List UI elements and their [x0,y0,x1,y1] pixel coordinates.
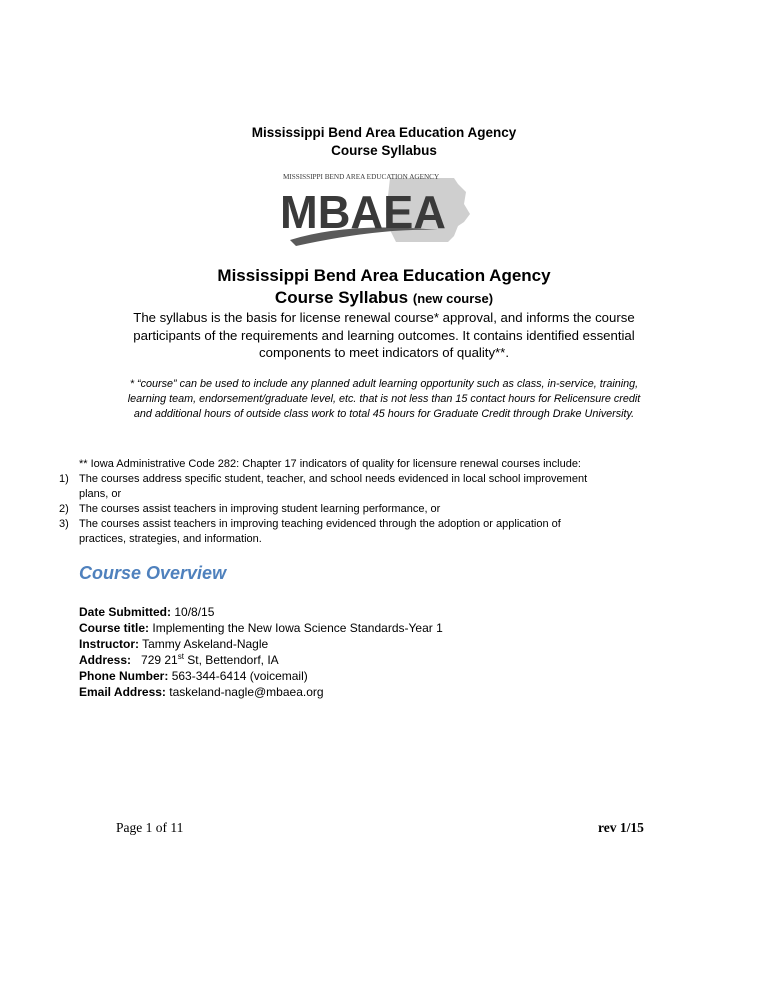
instructor-label: Instructor: [79,637,139,651]
email-row [79,684,443,700]
list-text: The courses address specific student, teacher, and school needs evidenced in local school improvement [79,473,588,485]
phone-row [79,668,443,684]
section-heading-course-overview: Course Overview [79,563,227,583]
course-title-label: Course title: [79,621,150,635]
list-item [0,472,760,502]
intro-paragraph: The syllabus is the basis for license renewal course* approval, and informs the course participants of the requirements and learning outcomes. It contains identified essential components to meet indicators of quality**. [133,310,635,360]
page-title: Mississippi Bend Area Education Agency [217,266,551,285]
header-doc-type: Course Syllabus [331,143,437,158]
title-doc-type: Course Syllabus [274,288,409,307]
page-subtitle [0,288,768,308]
email-value: taskeland-nagle@mbaea.org [169,685,324,699]
list-number: 1) [59,473,69,485]
course-title-row [79,620,443,636]
instructor-value: Tammy Askeland-Nagle [142,637,269,651]
logo-top-text: MISSISSIPPI BEND AREA EDUCATION AGENCY [283,173,440,181]
date-submitted-row [79,604,443,620]
page-number: Page 1 of 11 [116,820,184,835]
address-row [79,652,443,668]
mbaea-logo [278,170,478,252]
list-text: The courses assist teachers in improving teaching evidenced through the adoption or application of [79,518,561,530]
list-item [0,517,760,547]
instructor-row [79,636,443,652]
date-value: 10/8/15 [174,605,215,619]
phone-label: Phone Number: [79,669,169,683]
course-footnote: * “course” can be used to include any planned adult learning opportunity such as class, in-service, training, learning team, endorsement/graduate level, etc. that is not less than 15 contact hours for Relicensure credit and additional hours of outside class work to total 45 hours for Graduate Credit through Drake University. [127,378,641,421]
header-agency: Mississippi Bend Area Education Agency [251,125,517,140]
title-qualifier: (new course) [412,291,494,306]
iac-intro: ** Iowa Administrative Code 282: Chapter 17 indicators of quality for licensure renewal courses include: [79,458,581,470]
list-text: The courses assist teachers in improving student learning performance, or [79,503,441,515]
logo-wordmark: MBAEA [280,186,446,238]
list-number: 3) [59,518,69,530]
address-number: 729 21 [141,653,178,667]
date-label: Date Submitted: [79,605,172,619]
list-number: 2) [59,503,69,515]
list-text-cont: practices, strategies, and information. [79,533,262,545]
address-ordinal: st [177,652,184,661]
address-label: Address: [79,653,132,667]
list-text-cont: plans, or [79,488,122,500]
course-title-value: Implementing the New Iowa Science Standards-Year 1 [152,621,443,635]
course-details [79,604,443,700]
quality-indicators-list [0,472,760,547]
email-label: Email Address: [79,685,166,699]
phone-value: 563-344-6414 (voicemail) [171,669,308,683]
list-item [0,502,760,517]
revision-label: rev 1/15 [598,820,644,835]
address-rest: St, Bettendorf, IA [183,653,279,667]
